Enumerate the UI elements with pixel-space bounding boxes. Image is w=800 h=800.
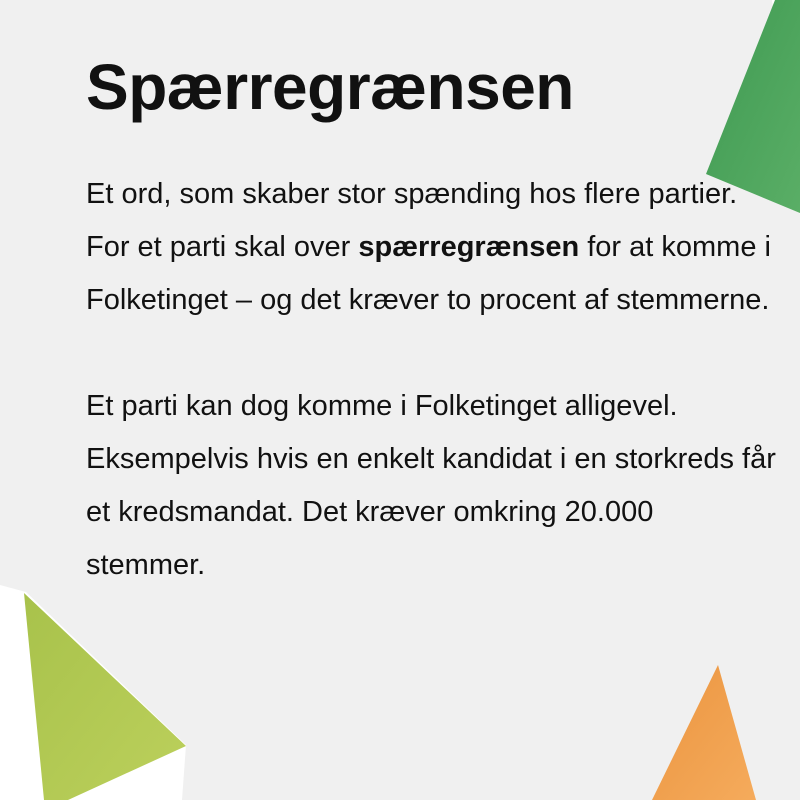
paragraph-1-intro: Et ord, som skaber stor spænding hos flere partier. For et parti skal over (86, 178, 738, 263)
highlighted-term: spærregrænsen (358, 231, 580, 263)
paragraph-1-rest: for at komme i Folketinget – og det kræver to procent af stemmerne. (86, 231, 771, 316)
page-title: Spærregrænsen (86, 51, 574, 123)
paragraph-2: Et parti kan dog komme i Folketinget alligevel. Eksempelvis hvis en enkelt kandidat i en storkreds får et kredsmandat. Det kræver omkring 20.000 stemmer. (86, 390, 776, 581)
body-text (86, 168, 776, 592)
paragraph-1 (86, 168, 776, 327)
